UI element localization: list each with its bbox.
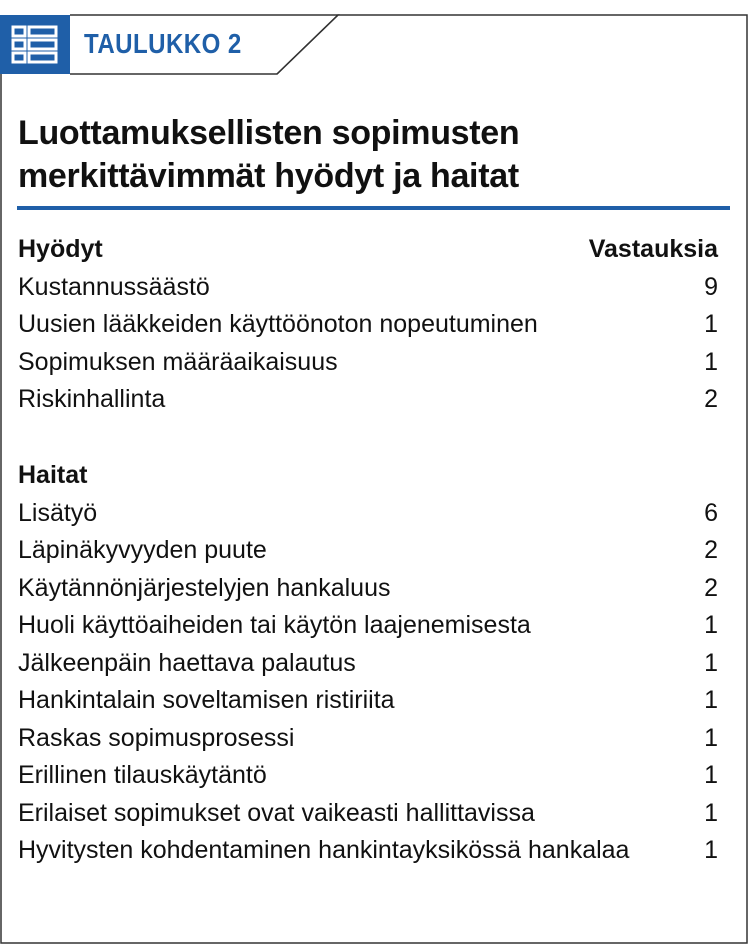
benefits-header-row — [18, 231, 718, 267]
row-value: 2 — [704, 385, 718, 413]
table-row — [18, 381, 718, 417]
row-label: Uusien lääkkeiden käyttöönoton nopeutuminen — [18, 310, 538, 338]
table-row — [18, 306, 718, 342]
title-divider — [17, 206, 730, 210]
row-label: Erilaiset sopimukset ovat vaikeasti hallittavissa — [18, 798, 535, 827]
row-value: 2 — [704, 573, 718, 602]
table-row — [18, 269, 718, 305]
row-value: 1 — [704, 798, 718, 827]
section-heading: Haitat — [18, 461, 88, 489]
row-label: Huoli käyttöaiheiden tai käytön laajenemisesta — [18, 611, 531, 639]
table-title: Luottamuksellisten sopimusten merkittävimmät hyödyt ja haitat — [18, 114, 520, 195]
row-value: 9 — [704, 272, 718, 301]
row-label: Kustannussäästö — [18, 272, 210, 301]
table-row — [18, 795, 718, 831]
row-value: 1 — [704, 836, 718, 864]
row-value: 2 — [704, 536, 718, 564]
row-value: 1 — [704, 310, 718, 338]
column-header: Vastauksia — [588, 235, 718, 263]
table-row — [18, 495, 718, 531]
table-row — [18, 532, 718, 568]
table-row — [18, 757, 718, 793]
row-label: Läpinäkyvyyden puute — [18, 536, 267, 564]
row-value: 1 — [704, 648, 718, 677]
table-number-label: TAULUKKO 2 — [84, 28, 242, 59]
row-label: Käytännönjärjestelyjen hankaluus — [18, 573, 391, 602]
row-label: Hyvitysten kohdentaminen hankintayksikössä hankalaa — [18, 836, 630, 864]
row-label: Erillinen tilauskäytäntö — [18, 761, 267, 789]
row-value: 1 — [704, 611, 718, 639]
row-value: 6 — [704, 498, 718, 527]
table-row — [18, 645, 718, 681]
row-value: 1 — [704, 761, 718, 789]
table-row — [18, 344, 718, 380]
table-list-icon — [0, 15, 70, 74]
table-row — [18, 832, 718, 868]
row-label: Jälkeenpäin haettava palautus — [18, 648, 356, 677]
section-heading: Hyödyt — [18, 235, 103, 263]
row-value: 1 — [704, 723, 718, 752]
row-value: 1 — [704, 686, 718, 714]
row-label: Lisätyö — [18, 498, 98, 527]
row-value: 1 — [704, 347, 718, 376]
table-row — [18, 607, 718, 643]
row-label: Raskas sopimusprosessi — [18, 723, 295, 752]
table-row — [18, 720, 718, 756]
drawbacks-header-row — [18, 457, 718, 493]
row-label: Sopimuksen määräaikaisuus — [18, 347, 338, 376]
table-row — [18, 682, 718, 718]
row-label: Hankintalain soveltamisen ristiriita — [18, 686, 395, 714]
table-row — [18, 570, 718, 606]
row-label: Riskinhallinta — [18, 385, 166, 413]
